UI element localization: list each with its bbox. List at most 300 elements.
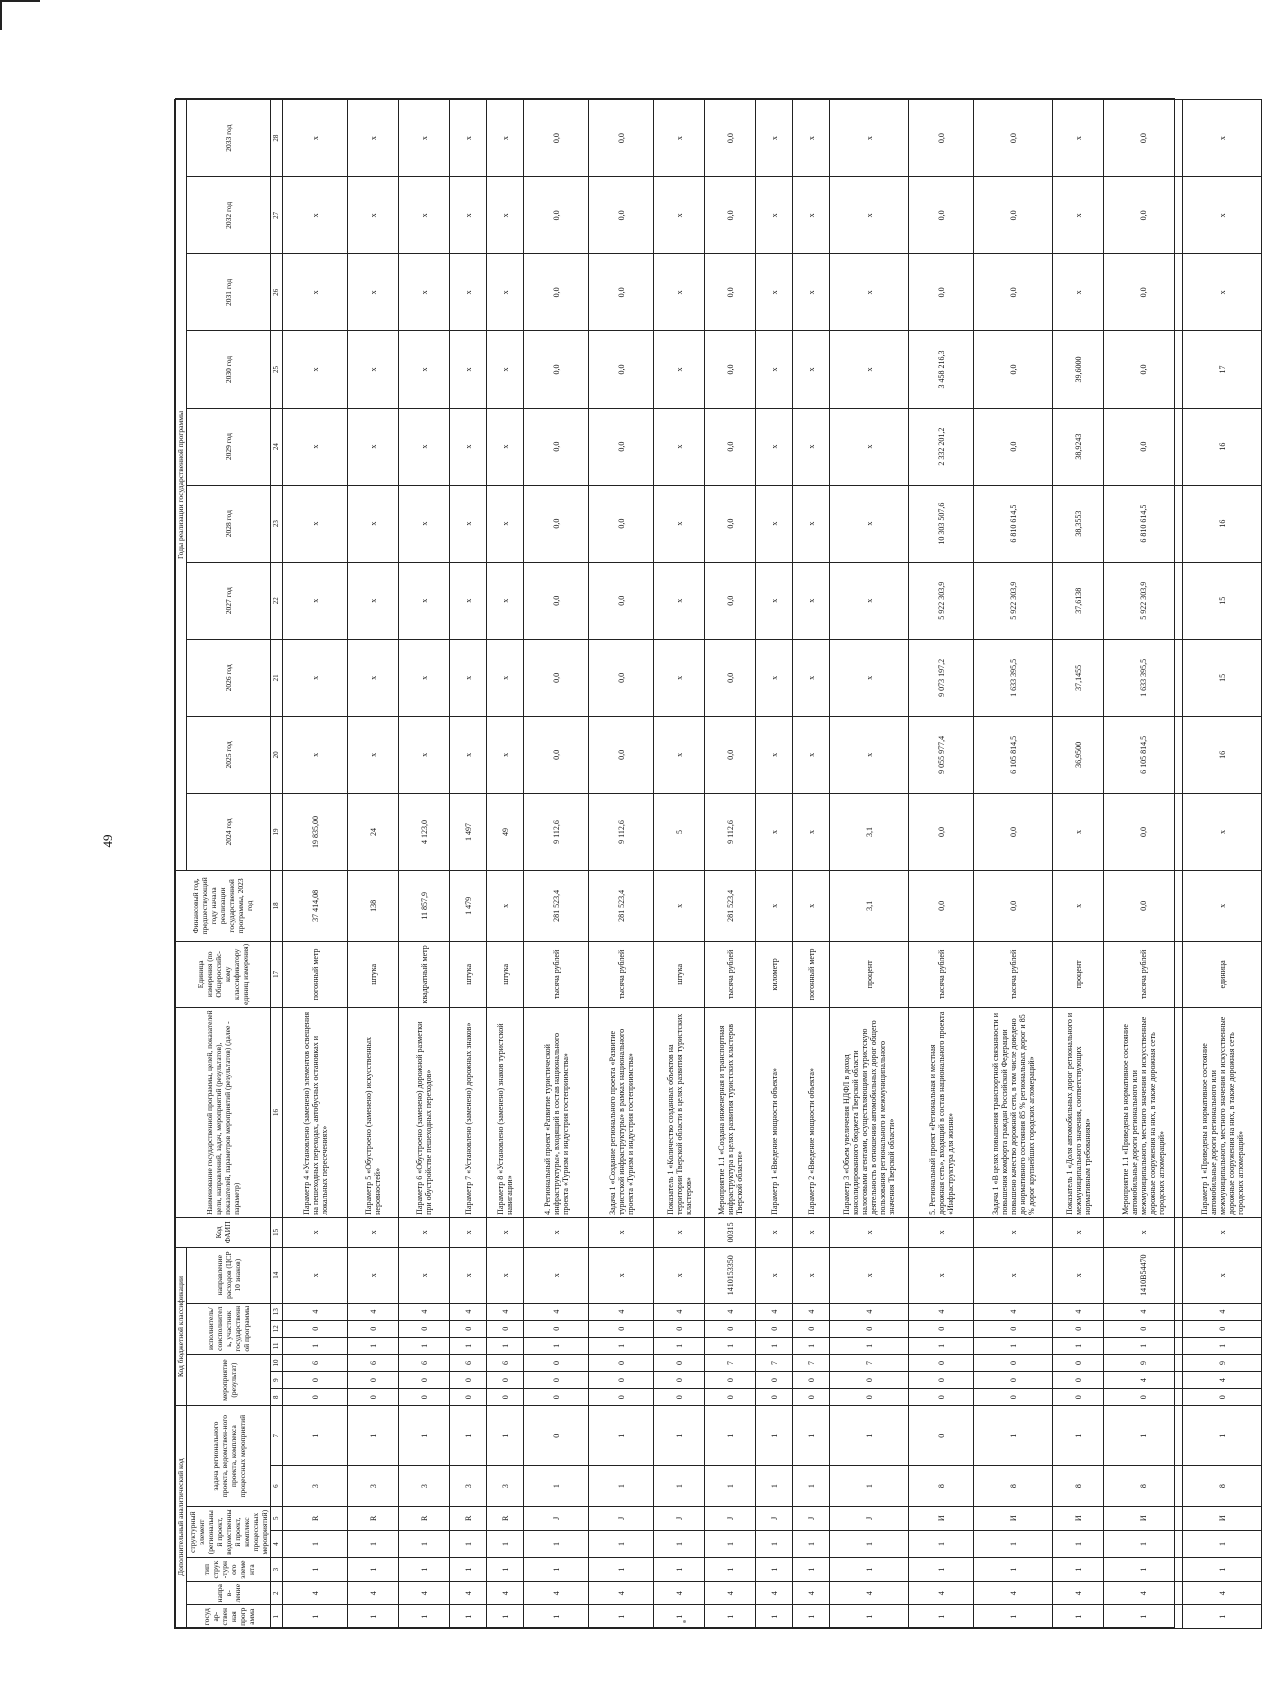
header-year-2026: 2026 год xyxy=(187,639,271,716)
cell-year-value: 24 xyxy=(348,793,399,870)
column-number-row xyxy=(271,100,283,1629)
cell-executor-3: 4 xyxy=(705,1303,756,1320)
table-body xyxy=(283,100,1262,1629)
cell-year-value: х xyxy=(399,562,450,639)
cell-event-3: 7 xyxy=(756,1354,793,1371)
header-additional-code: Дополнительный аналитический код xyxy=(175,1406,187,1629)
table-row xyxy=(348,100,399,1629)
cell-type: 1 xyxy=(524,1558,589,1582)
cell-year-value: х xyxy=(348,177,399,254)
table-row xyxy=(524,100,589,1629)
cell-unit: тысяча рублей xyxy=(705,941,756,1007)
cell-year-value: 0,0 xyxy=(589,716,654,793)
cell-executor-3: 4 xyxy=(283,1303,348,1320)
cell-fai-code: х xyxy=(1183,1217,1262,1247)
cell-year-value: 38,9243 xyxy=(1053,408,1104,485)
cell-struct-number: 3 xyxy=(450,1466,487,1507)
cell-year-value: х xyxy=(830,177,909,254)
scan-corner-mark xyxy=(0,0,40,2)
cell-direction: 4 xyxy=(1053,1581,1104,1605)
cell-executor-2: 0 xyxy=(524,1320,589,1337)
column-number: 18 xyxy=(271,871,283,942)
cell-event-3: 0 xyxy=(524,1354,589,1371)
cell-executor-2: 0 xyxy=(909,1320,974,1337)
cell-year-value: 0,0 xyxy=(589,408,654,485)
cell-year-value: х xyxy=(487,562,524,639)
cell-year-value: 0,0 xyxy=(524,254,589,331)
cell-fai-code: х xyxy=(1053,1217,1104,1247)
cell-event-1: 0 xyxy=(756,1389,793,1406)
cell-year-value: 6 810 614,5 xyxy=(974,485,1053,562)
cell-struct-letter: R xyxy=(399,1506,450,1530)
cell-year-value: х xyxy=(756,562,793,639)
cell-struct-letter: R xyxy=(487,1506,524,1530)
cell-event-1: 0 xyxy=(705,1389,756,1406)
cell-year-value: х xyxy=(487,254,524,331)
cell-event-2: 0 xyxy=(830,1372,909,1389)
cell-year-value: х xyxy=(1183,793,1262,870)
cell-struct-letter: J xyxy=(589,1506,654,1530)
cell-year-value: 0,0 xyxy=(1104,408,1183,485)
table-row xyxy=(1104,100,1183,1629)
cell-event-1: 0 xyxy=(487,1389,524,1406)
cell-base-year: х xyxy=(1183,871,1262,942)
cell-event-2: 0 xyxy=(283,1372,348,1389)
cell-year-value: х xyxy=(399,639,450,716)
table-row xyxy=(793,100,830,1629)
cell-year-value: х xyxy=(654,485,705,562)
cell-executor-3: 4 xyxy=(1183,1303,1262,1320)
cell-task: 1 xyxy=(589,1406,654,1466)
cell-unit: тысяча рублей xyxy=(1104,941,1183,1007)
cell-struct-number: 1 xyxy=(524,1466,589,1507)
cell-unit: погонный метр xyxy=(283,941,348,1007)
cell-name: Мероприятие 1.1 «Приведены в нормативное состояние автомобильные дороги регионального или межмуниципального, местного значения и искусственные дорожные сооружения на них, в также дорожная сеть городских агломераций» xyxy=(1104,1008,1183,1218)
cell-year-value: х xyxy=(830,485,909,562)
cell-year-value: 1 497 xyxy=(450,793,487,870)
cell-year-value: 0,0 xyxy=(974,408,1053,485)
cell-year-value: 1 633 395,5 xyxy=(1104,639,1183,716)
cell-year-value: 0,0 xyxy=(974,254,1053,331)
column-number: 26 xyxy=(271,254,283,331)
cell-base-year: 0,0 xyxy=(909,871,974,942)
cell-year-value: х xyxy=(756,716,793,793)
cell-unit: тысяча рублей xyxy=(524,941,589,1007)
cell-type-code: 1 xyxy=(974,1530,1053,1558)
cell-type-code: 1 xyxy=(524,1530,589,1558)
cell-base-year: 3,1 xyxy=(830,871,909,942)
cell-executor-2: 0 xyxy=(399,1320,450,1337)
header-year-2031: 2031 год xyxy=(187,254,271,331)
cell-event-1: 0 xyxy=(283,1389,348,1406)
cell-year-value: х xyxy=(793,254,830,331)
cell-year-value: 3 458 216,3 xyxy=(909,331,974,408)
cell-task: 1 xyxy=(1104,1406,1183,1466)
cell-event-1: 0 xyxy=(348,1389,399,1406)
cell-base-year: х xyxy=(654,871,705,942)
header-task: задача регионального проекта, ведомствен-ного проекта, комплекса процессных мероприятий xyxy=(187,1406,271,1507)
cell-executor-1: 1 xyxy=(283,1337,348,1354)
cell-base-year: 281 523,4 xyxy=(589,871,654,942)
cell-year-value: 0,0 xyxy=(974,177,1053,254)
cell-event-3: 6 xyxy=(487,1354,524,1371)
cell-year-value: 0,0 xyxy=(524,639,589,716)
cell-struct-letter: И xyxy=(1183,1506,1262,1530)
cell-year-value: х xyxy=(756,331,793,408)
cell-year-value: х xyxy=(283,716,348,793)
cell-direction: 4 xyxy=(974,1581,1053,1605)
table-row xyxy=(450,100,487,1629)
cell-year-value: х xyxy=(348,100,399,177)
cell-year-value: 0,0 xyxy=(909,177,974,254)
cell-year-value: 0,0 xyxy=(1104,793,1183,870)
header-year-2030: 2030 год xyxy=(187,331,271,408)
cell-expense-code: 1410В54470 xyxy=(1104,1247,1183,1303)
cell-name: 5. Региональный проект «Региональная и местная дорожная сеть», входящий в состав национального проекта «Инфраструктура для жизни» xyxy=(909,1008,974,1218)
cell-event-3: 0 xyxy=(909,1354,974,1371)
cell-executor-1: 1 xyxy=(589,1337,654,1354)
cell-struct-letter: И xyxy=(1053,1506,1104,1530)
cell-event-1: 0 xyxy=(654,1389,705,1406)
cell-struct-letter: J xyxy=(830,1506,909,1530)
cell-executor-1: 1 xyxy=(756,1337,793,1354)
cell-task: 0 xyxy=(909,1406,974,1466)
cell-year-value: х xyxy=(399,254,450,331)
cell-struct-letter: И xyxy=(1104,1506,1183,1530)
cell-expense-code: х xyxy=(793,1247,830,1303)
cell-year-value: х xyxy=(756,408,793,485)
column-number: 7 xyxy=(271,1406,283,1466)
column-number: 17 xyxy=(271,941,283,1007)
rotated-table-container xyxy=(174,99,1245,1629)
cell-year-value: х xyxy=(756,639,793,716)
cell-year-value: х xyxy=(487,716,524,793)
cell-year-value: х xyxy=(348,716,399,793)
cell-executor-3: 4 xyxy=(974,1303,1053,1320)
cell-task: 1 xyxy=(399,1406,450,1466)
header-year-2032: 2032 год xyxy=(187,177,271,254)
cell-program: 1 xyxy=(756,1605,793,1629)
cell-year-value: х xyxy=(830,331,909,408)
table-row xyxy=(1183,100,1262,1629)
cell-direction: 4 xyxy=(1104,1581,1183,1605)
cell-type-code: 1 xyxy=(654,1530,705,1558)
cell-program: 1 xyxy=(793,1605,830,1629)
table-row xyxy=(909,100,974,1629)
header-year-2027: 2027 год xyxy=(187,562,271,639)
cell-name: Параметр 7 «Установлено (заменено) дорожных знаков» xyxy=(450,1008,487,1218)
cell-program: 1 xyxy=(909,1605,974,1629)
cell-year-value: х xyxy=(450,100,487,177)
cell-executor-2: 0 xyxy=(450,1320,487,1337)
cell-year-value: х xyxy=(756,177,793,254)
cell-base-year: 138 xyxy=(348,871,399,942)
table-row xyxy=(399,100,450,1629)
cell-year-value: х xyxy=(399,331,450,408)
cell-executor-3: 4 xyxy=(524,1303,589,1320)
cell-executor-2: 0 xyxy=(654,1320,705,1337)
cell-executor-2: 0 xyxy=(756,1320,793,1337)
cell-year-value: 0,0 xyxy=(589,639,654,716)
cell-name: Параметр 1 «Введение мощности объекта» xyxy=(756,1008,793,1218)
cell-event-1: 0 xyxy=(909,1389,974,1406)
cell-year-value: 9 112,6 xyxy=(589,793,654,870)
cell-task: 1 xyxy=(830,1406,909,1466)
cell-struct-letter: J xyxy=(756,1506,793,1530)
cell-event-2: 0 xyxy=(1053,1372,1104,1389)
cell-year-value: 0,0 xyxy=(909,254,974,331)
cell-year-value: х xyxy=(399,177,450,254)
cell-name: Задача 1 «Создание регионального проекта «Развитие туристской инфраструктуры» в рамках национального проекта «Туризм и индустрия гостеприимства» xyxy=(589,1008,654,1218)
cell-struct-number: 1 xyxy=(654,1466,705,1507)
cell-type-code: 1 xyxy=(793,1530,830,1558)
cell-expense-code: х xyxy=(450,1247,487,1303)
cell-unit: процент xyxy=(830,941,909,1007)
cell-executor-2: 0 xyxy=(793,1320,830,1337)
cell-event-2: 0 xyxy=(705,1372,756,1389)
header-expense: направление расходов (ЦСР 10 знаков) xyxy=(187,1247,271,1303)
cell-year-value: х xyxy=(399,716,450,793)
cell-base-year: 281 523,4 xyxy=(705,871,756,942)
cell-struct-number: 1 xyxy=(705,1466,756,1507)
cell-type: 1 xyxy=(399,1558,450,1582)
cell-event-2: 0 xyxy=(399,1372,450,1389)
cell-struct-letter: R xyxy=(283,1506,348,1530)
cell-type-code: 1 xyxy=(705,1530,756,1558)
column-number: 22 xyxy=(271,562,283,639)
cell-event-2: 0 xyxy=(589,1372,654,1389)
header-name: Наименование государственной программы, целей, показателей цели, направлений, задач, мероприятий (результатов), показателей, параметров мероприятий (результатов) (далее - параметр) xyxy=(175,1008,271,1218)
cell-year-value: 0,0 xyxy=(1104,254,1183,331)
cell-direction: 4 xyxy=(705,1581,756,1605)
column-number: 20 xyxy=(271,716,283,793)
cell-year-value: х xyxy=(487,485,524,562)
header-budget-code: Код бюджетной классификации xyxy=(175,1247,187,1405)
cell-year-value: 0,0 xyxy=(589,485,654,562)
cell-event-2: 4 xyxy=(1183,1372,1262,1389)
header-year-2028: 2028 год xyxy=(187,485,271,562)
cell-struct-number: 3 xyxy=(399,1466,450,1507)
cell-year-value: 0,0 xyxy=(524,100,589,177)
column-number: 16 xyxy=(271,1008,283,1218)
cell-year-value: 9 073 197,2 xyxy=(909,639,974,716)
cell-expense-code: х xyxy=(348,1247,399,1303)
cell-year-value: 0,0 xyxy=(974,100,1053,177)
column-number: 4 xyxy=(271,1530,283,1558)
cell-event-2: 0 xyxy=(348,1372,399,1389)
cell-type-code: 1 xyxy=(589,1530,654,1558)
cell-year-value: 0,0 xyxy=(909,100,974,177)
cell-name: Задача 1 «В целях повышения транспортной связанности и повышения комфорта граждан Российской Федерации повышено качество дорожной сети, в том числе доведено до нормативного состояния 85 % региональных дорог и 85 % дорог крупнейших городских агломераций» xyxy=(974,1008,1053,1218)
table-row xyxy=(1053,100,1104,1629)
header-year-2029: 2029 год xyxy=(187,408,271,485)
cell-year-value: 5 922 303,9 xyxy=(1104,562,1183,639)
cell-executor-3: 4 xyxy=(487,1303,524,1320)
cell-event-3: 6 xyxy=(348,1354,399,1371)
header-year-2025: 2025 год xyxy=(187,716,271,793)
cell-fai-code: х xyxy=(348,1217,399,1247)
cell-type: 1 xyxy=(1053,1558,1104,1582)
cell-direction: 4 xyxy=(909,1581,974,1605)
column-number: 12 xyxy=(271,1320,283,1337)
cell-fai-code: х xyxy=(487,1217,524,1247)
cell-year-value: х xyxy=(1183,177,1262,254)
cell-event-1: 0 xyxy=(1104,1389,1183,1406)
cell-event-1: 0 xyxy=(524,1389,589,1406)
cell-year-value: 16 xyxy=(1183,408,1262,485)
cell-expense-code: х xyxy=(487,1247,524,1303)
cell-year-value: х xyxy=(487,331,524,408)
cell-year-value: х xyxy=(1183,254,1262,331)
cell-program: 1 xyxy=(1053,1605,1104,1629)
cell-event-3: 0 xyxy=(974,1354,1053,1371)
cell-expense-code: х xyxy=(524,1247,589,1303)
cell-executor-1: 1 xyxy=(654,1337,705,1354)
cell-program: 1 xyxy=(974,1605,1053,1629)
cell-year-value: х xyxy=(793,562,830,639)
cell-type-code: 1 xyxy=(399,1530,450,1558)
cell-struct-number: 8 xyxy=(1183,1466,1262,1507)
header-event: мероприятие (результат) xyxy=(187,1354,271,1405)
cell-event-1: 0 xyxy=(1053,1389,1104,1406)
column-number: 2 xyxy=(271,1581,283,1605)
cell-year-value: 1 633 395,5 xyxy=(974,639,1053,716)
cell-executor-2: 0 xyxy=(974,1320,1053,1337)
cell-direction: 4 xyxy=(348,1581,399,1605)
cell-executor-2: 0 xyxy=(487,1320,524,1337)
cell-event-3: 7 xyxy=(830,1354,909,1371)
cell-task: 0 xyxy=(524,1406,589,1466)
cell-program: 1 xyxy=(283,1605,348,1629)
cell-direction: 4 xyxy=(450,1581,487,1605)
cell-year-value: х xyxy=(283,100,348,177)
cell-expense-code: х xyxy=(399,1247,450,1303)
cell-struct-letter: R xyxy=(348,1506,399,1530)
cell-event-3: 0 xyxy=(1053,1354,1104,1371)
cell-task: 1 xyxy=(450,1406,487,1466)
cell-program: 1 xyxy=(348,1605,399,1629)
cell-task: 1 xyxy=(974,1406,1053,1466)
cell-name: Параметр 4 «Установлено (заменено) элементов освещения на пешеходных переходах, автобусных остановках и локальных пересечениях» xyxy=(283,1008,348,1218)
cell-year-value: 0,0 xyxy=(705,716,756,793)
cell-direction: 4 xyxy=(487,1581,524,1605)
cell-fai-code: х xyxy=(974,1217,1053,1247)
cell-event-3: 9 xyxy=(1183,1354,1262,1371)
cell-year-value: х xyxy=(487,408,524,485)
cell-struct-letter: J xyxy=(654,1506,705,1530)
cell-base-year: х xyxy=(1053,871,1104,942)
column-number: 14 xyxy=(271,1247,283,1303)
cell-year-value: х xyxy=(487,100,524,177)
cell-type: 1 xyxy=(756,1558,793,1582)
cell-year-value: 0,0 xyxy=(705,100,756,177)
program-indicators-table xyxy=(174,99,1262,1629)
cell-direction: 4 xyxy=(524,1581,589,1605)
cell-year-value: х xyxy=(450,639,487,716)
cell-expense-code: х xyxy=(756,1247,793,1303)
cell-task: 1 xyxy=(793,1406,830,1466)
cell-event-1: 0 xyxy=(450,1389,487,1406)
cell-executor-3: 4 xyxy=(589,1303,654,1320)
cell-year-value: х xyxy=(399,408,450,485)
cell-type: 1 xyxy=(909,1558,974,1582)
cell-struct-number: 1 xyxy=(756,1466,793,1507)
table-row xyxy=(589,100,654,1629)
cell-year-value: х xyxy=(830,408,909,485)
cell-year-value: х xyxy=(830,254,909,331)
cell-event-1: 0 xyxy=(1183,1389,1262,1406)
cell-event-1: 0 xyxy=(830,1389,909,1406)
column-number: 25 xyxy=(271,331,283,408)
cell-direction: 4 xyxy=(654,1581,705,1605)
cell-program: 1 xyxy=(524,1605,589,1629)
cell-event-3: 7 xyxy=(793,1354,830,1371)
cell-year-value: х xyxy=(654,562,705,639)
cell-fai-code: х xyxy=(589,1217,654,1247)
cell-type-code: 1 xyxy=(1053,1530,1104,1558)
cell-program: 1 xyxy=(487,1605,524,1629)
cell-struct-letter: И xyxy=(974,1506,1053,1530)
cell-event-2: 4 xyxy=(1104,1372,1183,1389)
cell-year-value: 17 xyxy=(1183,331,1262,408)
cell-event-3: 6 xyxy=(399,1354,450,1371)
cell-direction: 4 xyxy=(1183,1581,1262,1605)
cell-year-value: 0,0 xyxy=(1104,100,1183,177)
cell-program: 1 xyxy=(705,1605,756,1629)
cell-struct-number: 3 xyxy=(283,1466,348,1507)
cell-year-value: 38,3553 xyxy=(1053,485,1104,562)
cell-type: 1 xyxy=(283,1558,348,1582)
cell-type: 1 xyxy=(348,1558,399,1582)
table-row xyxy=(974,100,1053,1629)
cell-fai-code: х xyxy=(524,1217,589,1247)
cell-type-code: 1 xyxy=(756,1530,793,1558)
cell-base-year: 37 414,08 xyxy=(283,871,348,942)
cell-event-2: 0 xyxy=(524,1372,589,1389)
cell-year-value: 9 055 977,4 xyxy=(909,716,974,793)
cell-year-value: 36,9500 xyxy=(1053,716,1104,793)
cell-unit: штука xyxy=(487,941,524,1007)
cell-year-value: х xyxy=(654,100,705,177)
header-direction: направ-ление xyxy=(187,1581,271,1605)
cell-executor-2: 0 xyxy=(1183,1320,1262,1337)
table-row xyxy=(756,100,793,1629)
cell-fai-code: х xyxy=(756,1217,793,1247)
cell-year-value: 0,0 xyxy=(1104,331,1183,408)
cell-event-2: 0 xyxy=(654,1372,705,1389)
cell-year-value: х xyxy=(450,562,487,639)
cell-year-value: х xyxy=(793,639,830,716)
cell-type: 1 xyxy=(793,1558,830,1582)
cell-base-year: х xyxy=(793,871,830,942)
document-sheet xyxy=(175,98,1245,1628)
cell-year-value: х xyxy=(830,100,909,177)
cell-executor-2: 0 xyxy=(589,1320,654,1337)
cell-year-value: 0,0 xyxy=(974,793,1053,870)
cell-year-value: 9 112,6 xyxy=(705,793,756,870)
cell-event-1: 0 xyxy=(589,1389,654,1406)
table-row xyxy=(487,100,524,1629)
cell-year-value: х xyxy=(654,408,705,485)
cell-year-value: х xyxy=(450,485,487,562)
cell-fai-code: х xyxy=(399,1217,450,1247)
cell-year-value: х xyxy=(283,177,348,254)
cell-name: 4. Региональный проект «Развитие туристической инфраструктуры», входящий в состав национального проекта «Туризм и индустрия гостеприимства» xyxy=(524,1008,589,1218)
cell-executor-1: 1 xyxy=(524,1337,589,1354)
cell-year-value: 0,0 xyxy=(524,331,589,408)
cell-program: 1 xyxy=(589,1605,654,1629)
cell-program: 1 xyxy=(830,1605,909,1629)
